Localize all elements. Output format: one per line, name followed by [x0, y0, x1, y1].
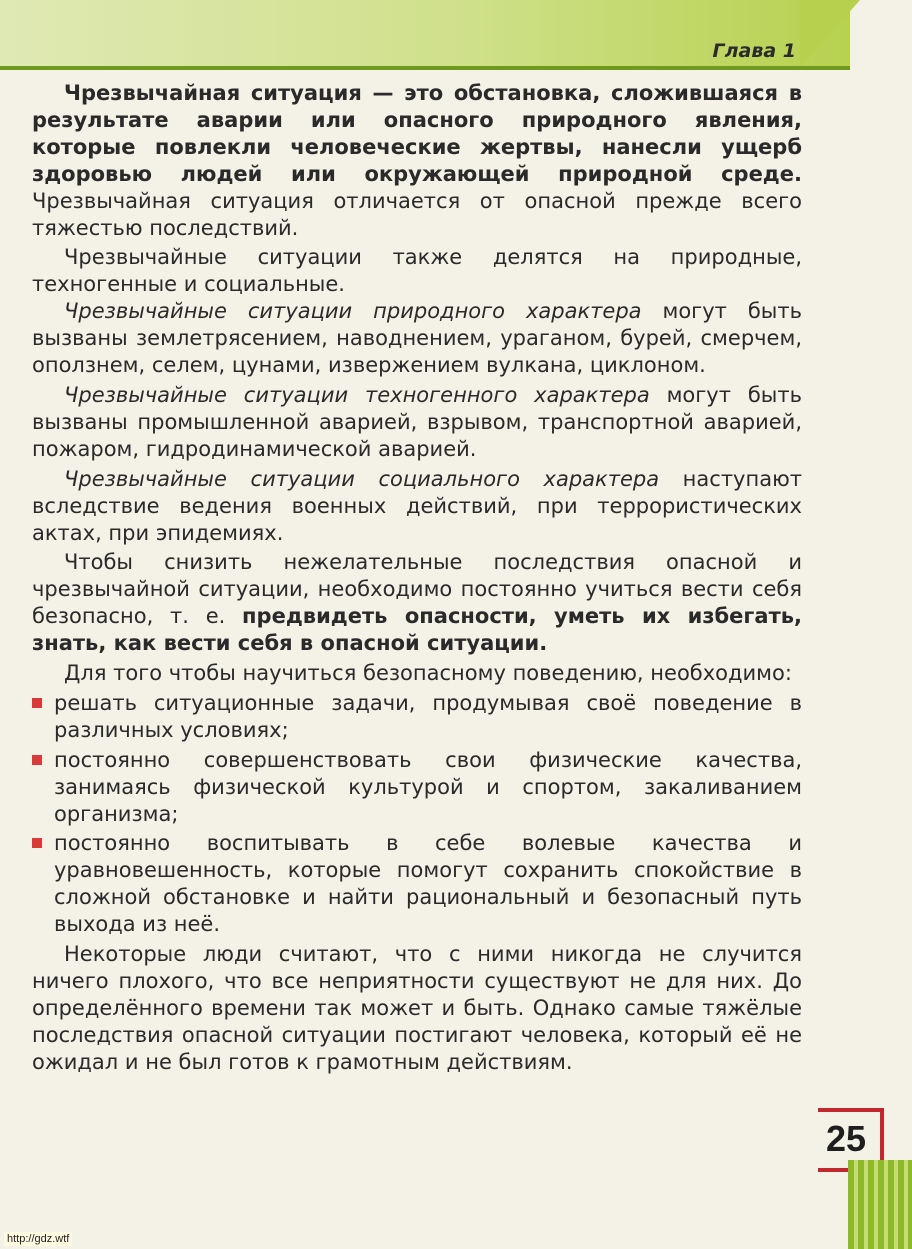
header-rule [0, 66, 850, 70]
header-slant [800, 0, 860, 68]
page-body [32, 80, 802, 1076]
natural-heading: Чрезвычайные ситуации природного характера [64, 299, 642, 324]
paragraph-conclusion: Некоторые люди считают, что с ними никогда не случится ничего плохого, что все неприятности существуют не для них. До определённого времени так может и быть. Однако самые тяжёлые последствия опасной ситуации постигают человека, который её не ожидал и не был готов к грамотным действиям. [32, 942, 802, 1074]
list-item-text: постоянно совершенствовать свои физические качества, занимаясь физической культурой и спортом, закаливанием организма; [54, 747, 802, 826]
list-item-text: постоянно воспитывать в себе волевые качества и уравновешенность, которые помогут сохранить спокойствие в сложной обстановке и найти рациональный и безопасный путь выхода из неё. [54, 831, 802, 937]
corner-stripes [848, 1160, 912, 1249]
bullet-marker-icon [32, 698, 42, 708]
safety-text: Чтобы снизить нежелательные последствия опасной и чрезвычайной ситуации, необходимо постоянно учиться вести себя безопасно, т. е. [32, 550, 802, 629]
paragraph-safety [32, 549, 802, 657]
page-number: 25 [826, 1118, 867, 1159]
paragraph-requirements: Для того чтобы научиться безопасному поведению, необходимо: [64, 661, 792, 686]
paragraph-definition [32, 80, 802, 241]
watermark-url: http://gdz.wtf [4, 1232, 72, 1246]
paragraph-social [32, 466, 802, 547]
bullet-marker-icon [32, 755, 42, 765]
list-item [32, 747, 802, 828]
paragraph-types: Чрезвычайные ситуации также делятся на природные, техногенные и социальные. [32, 245, 802, 297]
list-item [32, 690, 802, 744]
paragraph-technogenic [32, 382, 802, 463]
safety-bold: предвидеть опасности, уметь их избегать, знать, как вести себя в опасной ситуации. [32, 604, 802, 656]
social-heading: Чрезвычайные ситуации социального характера [64, 466, 660, 491]
technogenic-text: могут быть вызваны промышленной аварией, взрывом, транспортной аварией, пожаром, гидродинамической аварией. [32, 382, 802, 461]
list-item [32, 830, 802, 938]
natural-text: могут быть вызваны землетрясением, наводнением, ураганом, бурей, смерчем, оползнем, селем, цунами, извержением вулкана, циклоном. [32, 299, 802, 378]
definition-rest: Чрезвычайная ситуация отличается от опасной прежде всего тяжестью последствий. [32, 188, 802, 240]
paragraph-natural [32, 298, 802, 379]
chapter-title: Глава 1 [712, 40, 796, 62]
technogenic-heading: Чрезвычайные ситуации техногенного характера [64, 382, 650, 407]
bullet-marker-icon [32, 838, 42, 848]
social-text: наступают вследствие ведения военных действий, при террористических актах, при эпидемиях. [32, 466, 802, 545]
list-item-text: решать ситуационные задачи, продумывая своё поведение в различных условиях; [54, 690, 802, 742]
definition-bold: Чрезвычайная ситуация — это обстановка, сложившаяся в результате аварии или опасного природного явления, которые повлекли человеческие жертвы, нанесли ущерб здоровью людей или окружающей природной среде. [32, 81, 802, 186]
